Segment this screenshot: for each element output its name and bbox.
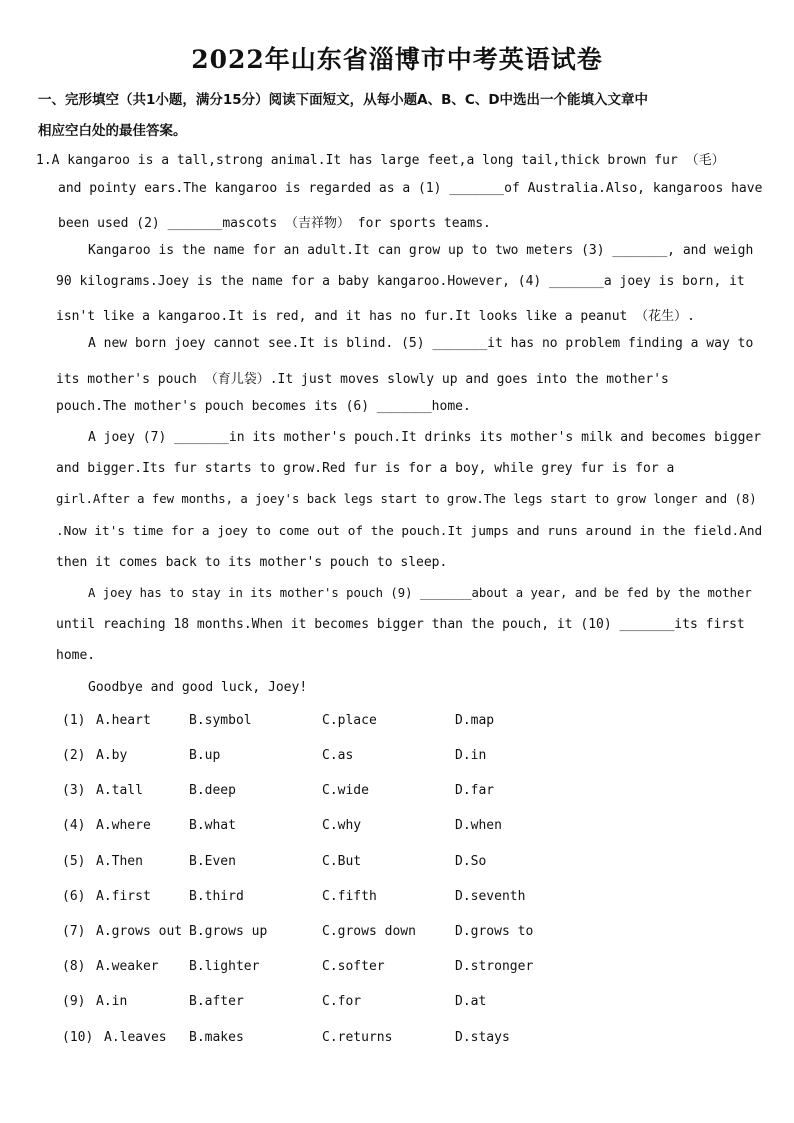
option-a: A.where [96,818,151,833]
option-b: B.symbol [189,713,252,728]
passage-line: A joey has to stay in its mother's pouch (9) _______about a year, and be fed by the mother [88,586,752,600]
passage-line: girl.After a few months, a joey's back legs start to grow.The legs start to grow longer and (8) [56,492,757,506]
section-instruction-line-2: 相应空白处的最佳答案。 [38,123,187,139]
option-d: D.stronger [455,959,534,974]
option-a: A.tall [96,783,143,798]
option-b: B.after [189,994,244,1009]
passage-line: A joey (7) _______in its mother's pouch.It drinks its mother's milk and becomes bigger [88,430,762,445]
option-a: A.Then [96,854,143,869]
question-number: (7) [62,924,86,939]
passage-line: been used (2) _______mascots （吉祥物） for sports teams. [58,216,491,231]
question-number: (4) [62,818,86,833]
passage-line: then it comes back to its mother's pouch to sleep. [56,555,448,570]
option-b: B.third [189,889,244,904]
option-a: A.first [96,889,151,904]
option-c: C.returns [322,1030,393,1045]
question-number: (8) [62,959,86,974]
option-d: D.far [455,783,495,798]
option-d: D.seventh [455,889,526,904]
option-a: A.weaker [96,959,159,974]
passage-line: Kangaroo is the name for an adult.It can grow up to two meters (3) _______, and weigh [88,243,754,258]
passage-line: and bigger.Its fur starts to grow.Red fur is for a boy, while grey fur is for a [56,461,675,476]
passage-line: pouch.The mother's pouch becomes its (6) _______home. [56,399,471,414]
option-d: D.when [455,818,502,833]
option-d: D.in [455,748,487,763]
option-c: C.fifth [322,889,377,904]
option-c: C.grows down [322,924,416,939]
question-number: (10) [62,1030,94,1045]
option-c: C.for [322,994,362,1009]
question-number: (6) [62,889,86,904]
passage-line: until reaching 18 months.When it becomes bigger than the pouch, it (10) _______its first [56,617,745,632]
passage-line: A new born joey cannot see.It is blind. (5) _______it has no problem finding a way to [88,336,754,351]
option-c: C.why [322,818,362,833]
question-number: (9) [62,994,86,1009]
option-d: D.grows to [455,924,534,939]
section-instruction-line-1: 一、完形填空（共1小题，满分15分）阅读下面短文，从每小题A、B、C、D中选出一个能填入文章中 [38,92,649,108]
passage-line: 1.A kangaroo is a tall,strong animal.It has large feet,a long tail,thick brown fur （毛） [36,153,725,168]
passage-line: its mother's pouch （育儿袋）.It just moves slowly up and goes into the mother's [56,372,669,387]
passage-line: home. [56,648,96,663]
question-number: (5) [62,854,86,869]
question-number: (3) [62,783,86,798]
option-c: C.But [322,854,362,869]
passage-line: and pointy ears.The kangaroo is regarded as a (1) _______of Australia.Also, kangaroos have [58,181,763,196]
option-b: B.makes [189,1030,244,1045]
question-number: (2) [62,748,86,763]
passage-line: 90 kilograms.Joey is the name for a baby kangaroo.However, (4) _______a joey is born, it [56,274,745,289]
option-d: D.stays [455,1030,510,1045]
option-c: C.softer [322,959,385,974]
option-c: C.as [322,748,354,763]
option-d: D.at [455,994,487,1009]
option-b: B.up [189,748,221,763]
option-b: B.what [189,818,236,833]
passage-line: .Now it's time for a joey to come out of the pouch.It jumps and runs around in the field.And [56,524,763,539]
question-number: (1) [62,713,86,728]
exam-title: 2022年山东省淄博市中考英语试卷 [191,45,603,74]
passage-line: isn't like a kangaroo.It is red, and it has no fur.It looks like a peanut （花生）. [56,309,695,324]
option-d: D.map [455,713,495,728]
option-a: A.in [96,994,128,1009]
option-d: D.So [455,854,487,869]
option-c: C.wide [322,783,369,798]
option-a: A.by [96,748,128,763]
option-c: C.place [322,713,377,728]
option-a: A.heart [96,713,151,728]
passage-line: Goodbye and good luck, Joey! [88,680,308,695]
option-b: B.Even [189,854,236,869]
option-a: A.grows out [96,924,183,939]
option-a: A.leaves [104,1030,167,1045]
option-b: B.deep [189,783,236,798]
option-b: B.grows up [189,924,268,939]
option-b: B.lighter [189,959,260,974]
